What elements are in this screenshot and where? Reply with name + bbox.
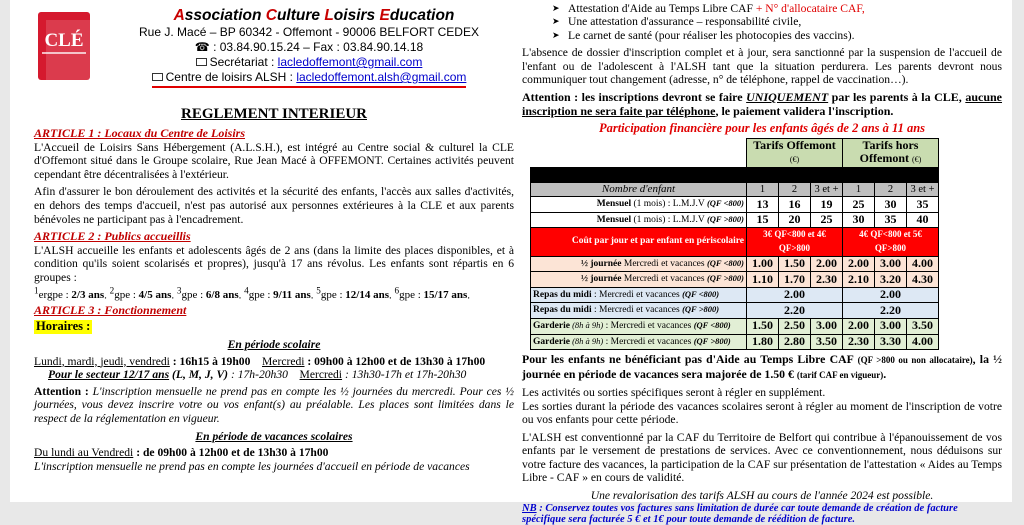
list-item: ➤ Attestation d'Aide au Temps Libre CAF + N° d'allocataire CAF, bbox=[552, 2, 1002, 15]
group-5: $^5$gpe : 12/14 ans bbox=[316, 285, 389, 302]
periode-scolaire-heading: En période scolaire bbox=[227, 337, 321, 351]
article-2-title: ARTICLE 2 : Publics accueillis bbox=[34, 229, 191, 244]
schedule-school-line-2: Pour le secteur 12/17 ans (L, M, J, V) : 17h-20h30 Mercredi : 13h30-17h et 17h-20h30 bbox=[48, 368, 467, 382]
group-6: $^6$gpe : 15/17 ans bbox=[394, 285, 468, 302]
organization-name: Association Culture Loisirs Education bbox=[173, 7, 455, 24]
group-4: $^4$gpe : 9/11 ans bbox=[244, 285, 311, 302]
page-title: REGLEMENT INTERIEUR bbox=[180, 106, 367, 122]
schedule-school-line-1: Lundi, mardi, jeudi, vendredi : 16h15 à 19h00 Mercredi : 09h00 à 12h00 et de 13h30 à 17h00 bbox=[34, 354, 486, 368]
logo-text: CLÉ bbox=[44, 30, 84, 51]
table-row-periscolaire: Coût par jour et par enfant en périscolaire 3€ QF<800 et 4€ QF>800 4€ QF<800 et 5€ QF>800 bbox=[531, 228, 939, 256]
article-3-title: ARTICLE 3 : Fonctionnement bbox=[34, 302, 187, 317]
left-column bbox=[34, 0, 514, 502]
phone-icon: ☎ bbox=[194, 40, 210, 54]
nombre-enfant-header: Nombre d'enfant bbox=[531, 182, 747, 197]
table-row: Garderie (8h à 9h) : Mercredi et vacances (QF <800) 1.50 2.50 3.00 2.00 3.00 3.50 bbox=[531, 318, 939, 334]
groups-line: $^1$ergpe : 2/3 ans. $^2$gpe : 4/5 ans. $^3$gpe : 6/8 ans. $^4$gpe : 9/11 ans. $^5$gpe : 12/14 ans. $^6$gpe : 15/17 ans. bbox=[34, 285, 470, 302]
attention-note: Attention : L'inscription mensuelle ne prend pas en compte les ½ journées du mercredi. Pour ces ½ journées, vous devez inscrire votre ou vos enfant(s) au préalable. Les places sont limitées dans le respect de la réglementation en vigueur. bbox=[34, 384, 514, 425]
alsh-email-link[interactable]: lacledoffemont.alsh@gmail.com bbox=[296, 70, 467, 84]
group-3: $^3$gpe : 6/8 ans bbox=[176, 285, 239, 302]
group-1: $^1$ergpe : 2/3 ans bbox=[34, 285, 105, 302]
table-row: Repas du midi : Mercredi et vacances (QF >800) 2.20 2.20 bbox=[531, 303, 939, 319]
documents-list bbox=[552, 2, 1002, 42]
letterhead bbox=[104, 6, 514, 88]
header-offemont: Tarifs Offemont (€) bbox=[747, 138, 843, 167]
absence-paragraph: L'absence de dossier d'inscription complet et à jour, sera sanctionné par la suspension de l'accueil de l'enfant ou de l'adolescent à l'ALSH tant que la situation perdurera. Les parents devront nous communiquer tout changement (adresse, n° de téléphone, rappel de vaccination…). bbox=[522, 46, 1002, 87]
tarifs-table: Tarifs Offemont (€) Tarifs hors Offemont (€) Nombre d'enfant 1 2 3 et + 1 2 3 et + Mensuel (1 mois) : L.M.J.V (QF <800) 13 16 19 25 30 35 Mensuel (1 mois) : L.M.J.V (QF >800) 15 20 25 30 35 40 Coût par jour et par enfant en périscolaire 3€ QF<800 et 4€ QF>800 4€ QF<800 et 5€ QF>800 ½ journée Mercredi et vacances (QF <800) 1.00 1.50 2.00 2.00 3.00 4.00 ½ journée Mercredi et vacances (QF >800) 1.10 1.70 2.30 2.10 3.20 4.30 Repas du midi : Mercredi et vacances (QF <800) 2.00 2.00 Repas du midi : Mercredi et vacances (QF >800) 2.20 2.20 Garderie (8h à 9h) : Mercredi et vacances (QF <800) 1.50 2.50 3.00 2.00 3.00 3.50 Garderie (8h à 9h) : Mercredi et vacances (QF >800) 1.80 2.80 3.50 2.30 3.30 4.00 bbox=[530, 138, 939, 350]
sorties-paragraph-1: Les activités ou sorties spécifiques seront à régler en supplément. bbox=[522, 385, 826, 399]
phone-line: ☎ : 03.84.90.15.24 – Fax : 03.84.90.14.18 bbox=[194, 40, 424, 54]
envelope-icon bbox=[152, 73, 163, 81]
header-hors-offemont: Tarifs hors Offemont (€) bbox=[843, 138, 939, 167]
alsh-line: Centre de loisirs ALSH : lacledoffemont.alsh@gmail.com bbox=[104, 70, 514, 88]
caf-majoration-note: Pour les enfants ne bénéficiant pas d'Aide au Temps Libre CAF (QF >800 ou non allocataire), la ½ journée en période de vacances sera majorée de 1.50 € (tarif CAF en vigueur). bbox=[522, 352, 1003, 381]
nb-note: NB : Conservez toutes vos factures sans limitation de durée car toute demande de création de facture spécifique sera facturée 5 € et 1€ pour toute demande de réédition de facture. bbox=[522, 502, 958, 525]
article-1-paragraph-1: L'Accueil de Loisirs Sans Hébergement (A.L.S.H.), est intégré au Centre social & culturel la CLE d'Offemont situé dans le Groupe scolaire, Rue Jean Macé à OFFEMONT. Certaines activités peuvent cependant être décentralisées à l'extérieur. bbox=[34, 140, 514, 181]
right-column bbox=[522, 0, 1003, 525]
vacation-schedule: Du lundi au Vendredi : de 09h00 à 12h00 et de 13h30 à 17h00 bbox=[34, 446, 329, 460]
attention-inscriptions: Attention : les inscriptions devront se faire UNIQUEMENT par les parents à la CLE, aucune inscription ne sera faite par téléphone, le paiement validera l'inscription. bbox=[522, 90, 1003, 118]
convention-paragraph: L'ALSH est conventionné par la CAF du Territoire de Belfort qui contribue à l'épanouissement de vos enfants par le versement de prestations de services. Avec ce conventionnement, nous déduisons sur votre facture des vacances, la participation de la CAF sur présentation de l'attestation « Aides au Temps Libre - CAF » en cours de validité. bbox=[522, 430, 1002, 485]
table-row: Mensuel (1 mois) : L.M.J.V (QF <800) 13 16 19 25 30 35 bbox=[531, 197, 939, 213]
envelope-icon bbox=[196, 58, 207, 66]
periode-vacances-heading: En période de vacances scolaires bbox=[195, 429, 353, 443]
sorties-paragraph-2: Les sorties durant la période des vacances scolaires seront à régler au moment de l'inscription de votre ou vos enfants pour cette période. bbox=[522, 399, 1002, 427]
table-row: Repas du midi : Mercredi et vacances (QF <800) 2.00 2.00 bbox=[531, 287, 939, 303]
article-1-paragraph-2: Afin d'assurer le bon déroulement des activités et la sécurité des enfants, l'accès aux salles d'activités, en dehors des temps d'accueil, n'est pas autorisé aux personnes extérieures à la CLE et aux parents bénévoles ne participant pas à l'encadrement. bbox=[34, 185, 514, 226]
horaires-label: Horaires : bbox=[36, 319, 91, 334]
secretariat-email-link[interactable]: lacledoffemont@gmail.com bbox=[277, 55, 423, 69]
group-2: $^2$gpe : 4/5 ans bbox=[109, 285, 172, 302]
revalorisation-note: Une revalorisation des tarifs ALSH au cours de l'année 2024 est possible. bbox=[590, 489, 934, 503]
table-row: Garderie (8h à 9h) : Mercredi et vacances (QF >800) 1.80 2.80 3.50 2.30 3.30 4.00 bbox=[531, 334, 939, 350]
cle-logo bbox=[34, 8, 98, 84]
vacation-note: L'inscription mensuelle ne prend pas en compte les journées d'accueil en période de vacances bbox=[34, 459, 470, 473]
list-item: ➤ Une attestation d'assurance – responsabilité civile, bbox=[552, 15, 1002, 28]
table-row: ½ journée Mercredi et vacances (QF <800) 1.00 1.50 2.00 2.00 3.00 4.00 bbox=[531, 256, 939, 272]
article-1-title: ARTICLE 1 : Locaux du Centre de Loisirs bbox=[34, 126, 246, 140]
article-2-paragraph: L'ALSH accueille les enfants et adolescents âgés de 2 ans (dans la limite des places disponibles, et à condition qu'ils soient scolarisés et propres), jusqu'à 17 ans révolus. Les enfants sont répartis en 6 groupes : bbox=[34, 243, 514, 284]
list-item: ➤ Le carnet de santé (pour réaliser les photocopies des vaccins). bbox=[552, 29, 1002, 42]
participation-title: Participation financière pour les enfants âgés de 2 ans à 11 ans bbox=[598, 121, 926, 136]
document-page bbox=[10, 0, 1012, 525]
left-body bbox=[34, 126, 514, 473]
address: Rue J. Macé – BP 60342 - Offemont - 90006 BELFORT CEDEX bbox=[139, 25, 479, 39]
secretariat-line: Secrétariat : lacledoffemont@gmail.com bbox=[104, 55, 514, 70]
table-row: Mensuel (1 mois) : L.M.J.V (QF >800) 15 20 25 30 35 40 bbox=[531, 212, 939, 228]
table-row: ½ journée Mercredi et vacances (QF >800) 1.10 1.70 2.30 2.10 3.20 4.30 bbox=[531, 272, 939, 288]
